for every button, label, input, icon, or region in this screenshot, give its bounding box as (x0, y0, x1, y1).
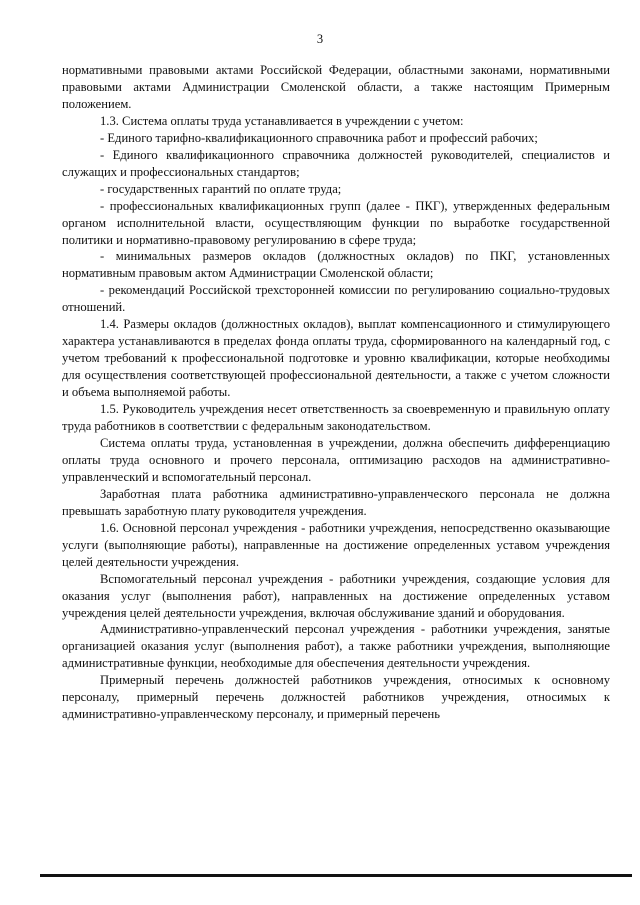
page-number: 3 (316, 32, 324, 46)
paragraph: Система оплаты труда, установленная в учреждении, должна обеспечить дифференциацию оплаты труда основного и прочего персонала, оптимизацию расходов на административно-управленческий и вспомогательный персонал. (62, 435, 610, 484)
list-item: - рекомендаций Российской трехсторонней комиссии по регулированию социально-трудовых отношений. (62, 283, 610, 315)
list-item: - минимальных размеров окладов (должностных окладов) по ПКГ, установленных нормативным правовым актом Администрации Смоленской области; (62, 249, 610, 281)
list-item: - Единого квалификационного справочника должностей руководителей, специалистов и служащих и профессиональных стандартов; (62, 147, 610, 179)
paragraph: Вспомогательный персонал учреждения - работники учреждения, создающие условия для оказания услуг (выполнения работ), направленных на достижение определенных уставом учреждения целей деятельности учреждения, включая обслуживание зданий и оборудования. (62, 571, 610, 620)
paragraph: Примерный перечень должностей работников учреждения, относимых к основному персоналу, примерный перечень должностей работников учреждения, относимых к административно-управленческому персоналу, и примерный перечень (62, 673, 610, 722)
paragraph: 1.3. Система оплаты труда устанавливается в учреждении с учетом: (100, 113, 464, 128)
paragraph: 1.6. Основной персонал учреждения - работники учреждения, непосредственно оказывающие услуги (выполняющие работы), направленные на достижение определенных уставом учреждения целей деятельности учреждения. (62, 520, 610, 569)
list-item: - профессиональных квалификационных групп (далее - ПКГ), утвержденных федеральным органом исполнительной власти, осуществляющим функции по выработке государственной политики и нормативно-правовому регулированию в сфере труда; (62, 198, 610, 247)
paragraph: Административно-управленческий персонал учреждения - работники учреждения, занятые организацией оказания услуг (выполнения работ), а также работники учреждения, выполняющие административные функции, необходимые для обеспечения деятельности учреждения. (62, 622, 610, 671)
list-item: - государственных гарантий по оплате труда; (100, 181, 342, 196)
paragraph: 1.4. Размеры окладов (должностных окладов), выплат компенсационного и стимулирующего характера устанавливаются в пределах фонда оплаты труда, сформированного на календарный год, с учетом требований к профессиональной подготовке и уровню квалификации, которые необходимы для осуществления соответствующей профессиональной деятельности, а также с учетом сложности и объема выполняемой работы. (62, 317, 610, 400)
paragraph: 1.5. Руководитель учреждения несет ответственность за своевременную и правильную оплату труда работников в соответствии с федеральным законодательством. (62, 402, 610, 434)
paragraph: нормативными правовыми актами Российской Федерации, областными законами, нормативными правовыми актами Администрации Смоленской области, а также настоящим Примерным положением. (62, 63, 610, 111)
page-bottom-rule (40, 874, 632, 877)
paragraph: Заработная плата работника административно-управленческого персонала не должна превышать заработную плату руководителя учреждения. (62, 486, 610, 518)
list-item: - Единого тарифно-квалификационного справочника работ и профессий рабочих; (100, 130, 538, 145)
document-body (62, 62, 610, 723)
